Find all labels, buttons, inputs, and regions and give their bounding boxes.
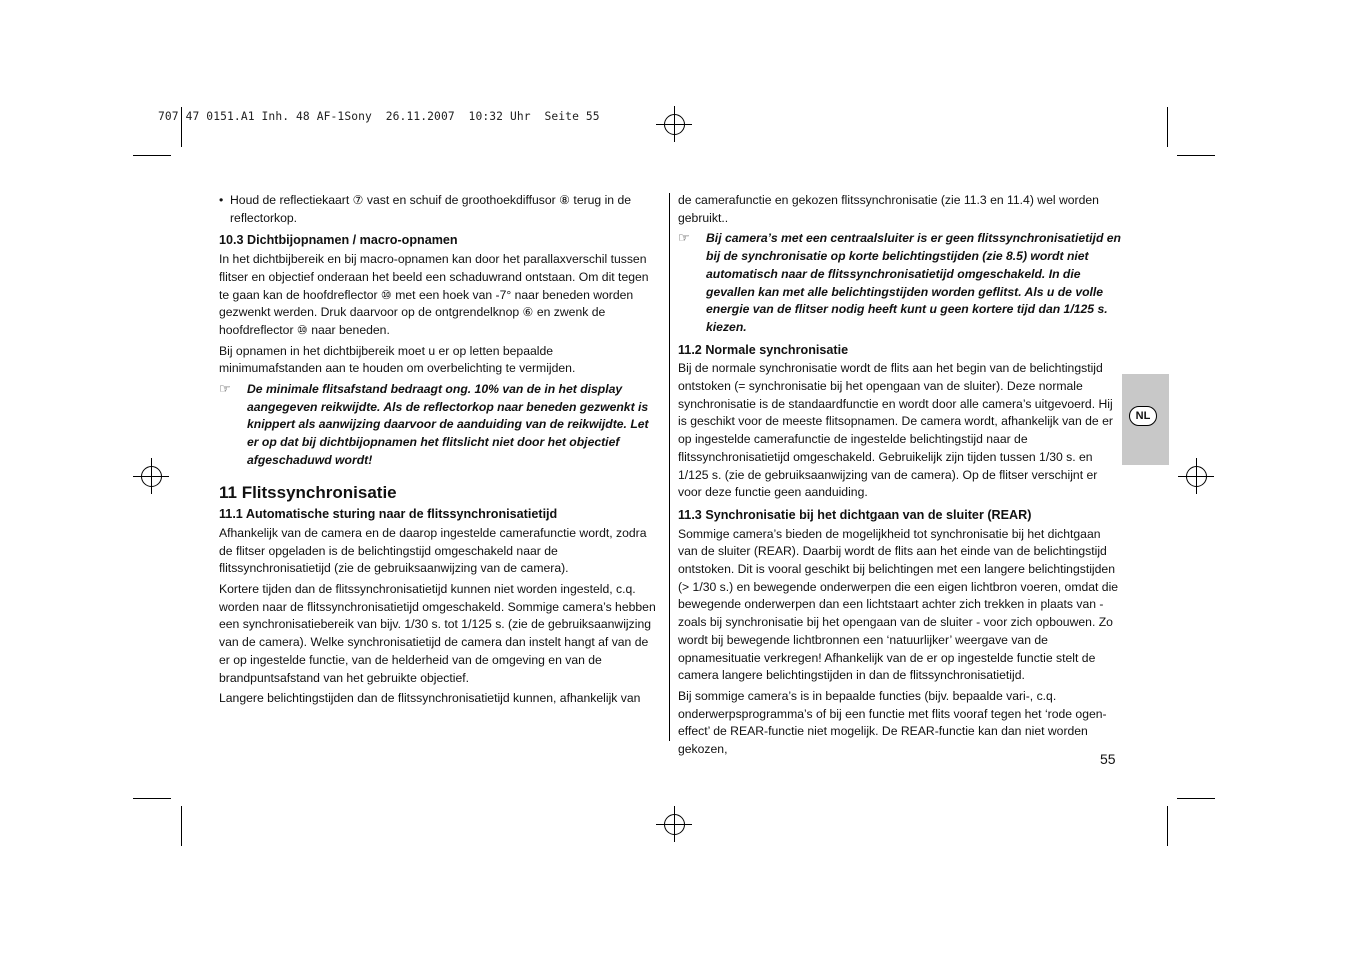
- paragraph: Langere belichtingstijden dan de flitssynchronisatietijd kunnen, afhankelijk van: [219, 691, 641, 706]
- column-divider: [669, 193, 670, 741]
- registration-mark-right: [1178, 458, 1214, 494]
- paragraph: Sommige camera’s bieden de mogelijkheid tot synchronisatie bij het dichtgaan van de sluiter (REAR). Daarbij wordt de flits aan het einde van de belichtingstijd ontstoken. Dit is vooral geschikt bij belichtingen met een langere belichtingstijden (> 1/30 s.) en bewegende onderwerpen die een eigen lichtbron voeren, omdat die bewegende onderwerpen dan een lichtstaart achter zich trekken in plaats van - zoals bij synchronisatie bij het opengaan van de sluiter - voor zich opbouwen. Zo wordt bij bewegende lichtbronnen een ‘natuurlijker’ weergave van de opnamesituatie verkregen! Afhankelijk van de er op ingestelde functie stelt de camera langere belichtingstijden in dan de flitssynchronisatietijd.: [678, 526, 1119, 683]
- right-column: [678, 192, 1122, 762]
- registration-mark-bottom: [656, 806, 692, 842]
- paragraph: de camerafunctie en gekozen flitssynchronisatie (zie 11.3 en 11.4) wel worden gebruikt..: [678, 193, 1099, 225]
- page-number: 55: [1100, 751, 1116, 767]
- crop-mark: [1167, 806, 1168, 846]
- bullet-item: [219, 192, 659, 227]
- section-heading-11-1: 11.1 Automatische sturing naar de flitssynchronisatietijd: [219, 507, 558, 522]
- crop-mark: [133, 798, 171, 799]
- chapter-heading-11: 11 Flitssynchronisatie: [219, 482, 397, 502]
- language-badge: NL: [1129, 406, 1157, 426]
- note-block: [219, 381, 659, 470]
- paragraph: Afhankelijk van de camera en de daarop ingestelde camerafunctie wordt, zodra de flitser opgeladen is de belichtingstijd omgeschakeld naar de flitssynchronisatietijd (zie de gebruiksaanwijzing van de camera).: [219, 525, 647, 576]
- paragraph: Bij sommige camera’s is in bepaalde functies (bijv. bepaalde vari-, c.q. onderwerpsprogramma’s of bij een functie met flits vooraf tegen het ‘rode ogen-effect’ de REAR-functie niet mogelijk. De REAR-functie kan dan niet worden gekozen,: [678, 688, 1107, 757]
- paragraph: In het dichtbijbereik en bij macro-opnamen kan door het parallaxverschil tussen flitser en objectief onderaan het beeld een schaduwrand ontstaan. Om dit tegen te gaan kan de hoofdreflector ⑩ met een hoek van -7° naar beneden worden gezwenkt werden. Druk daarvoor op de ontgrendelknop ⑥ en zwenk de hoofdreflector ⑩ naar beneden.: [219, 252, 649, 337]
- crop-mark: [1177, 155, 1215, 156]
- crop-mark: [133, 155, 171, 156]
- left-column: [219, 192, 659, 711]
- registration-mark-top: [656, 106, 692, 142]
- registration-mark-left: [133, 458, 169, 494]
- section-heading-11-2: 11.2 Normale synchronisatie: [678, 342, 849, 357]
- pointing-hand-icon: ☞: [678, 230, 690, 246]
- crop-mark: [1177, 798, 1215, 799]
- pointing-hand-icon: ☞: [219, 381, 231, 397]
- note-text: De minimale flitsafstand bedraagt ong. 10% van de in het display aangegeven reikwijdte. Als de reflectorkop naar beneden gezwenkt is knippert als aanwijzing daarvoor de aanduiding van de reikwijdte. Let er op dat bij dichtbijopnamen het flitslicht niet door het objectief afgeschaduwd wordt!: [247, 382, 649, 467]
- paragraph: Bij opnamen in het dichtbijbereik moet u er op letten bepaalde minimumafstanden aan te houden om overbelichting te vermijden.: [219, 343, 576, 376]
- section-heading-10-3: 10.3 Dichtbijopnamen / macro-opnamen: [219, 233, 458, 248]
- bullet-icon: •: [219, 193, 224, 207]
- crop-mark: [1167, 107, 1168, 147]
- crop-mark: [181, 806, 182, 846]
- paragraph: Kortere tijden dan de flitssynchronisatietijd kunnen niet worden ingesteld, c.q. worden naar de flitssynchronisatietijd omgeschakeld. Sommige camera’s hebben een synchronisatiebereik van bijv. 1/30 s. tot 1/125 s. (zie de gebruiksaanwijzing van de camera). Welke synchronisatietijd de camera dan instelt hangt af van de er op ingestelde functie, van de helderheid van de omgeving en van de brandpuntsafstand van het gebruikte objectief.: [219, 582, 656, 685]
- note-text: Bij camera’s met een centraalsluiter is er geen flitssynchronisatietijd en bij de synchronisatie op korte belichtingstijden (zie 8.5) wordt niet automatisch naar de flitssynchronisatietijd omgeschakeld. In die gevallen kan met alle belichtingstijden worden geflitst. Als u de volle energie van de flitser nodig heeft kunt u geen kortere tijd dan 1/125 s. kiezen.: [706, 231, 1121, 334]
- section-heading-11-3: 11.3 Synchronisatie bij het dichtgaan van de sluiter (REAR): [678, 507, 1032, 522]
- note-block: [678, 230, 1122, 336]
- paragraph: Bij de normale synchronisatie wordt de flits aan het begin van de belichtingstijd ontstoken (= synchronisatie bij het opengaan van de sluiter). Deze normale synchronisatie is de standaardfunctie en wordt door alle camera’s uitgevoerd. Hij is geschikt voor de meeste flitsopnamen. De camera wordt, afhankelijk van de er op ingestelde camerafunctie de ingestelde belichtingstijd naar de flitssynchronisatietijd omgeschakeld. Gebruikelijk zijn tijden tussen 1/30 s. en 1/125 s. (zie de gebruiksaanwijzing van de camera). Op de flitser verschijnt er voor deze functie geen aanduiding.: [678, 361, 1113, 500]
- print-slug: 707 47 0151.A1 Inh. 48 AF-1Sony 26.11.2007 10:32 Uhr Seite 55: [158, 110, 600, 123]
- bullet-text: Houd de reflectiekaart ⑦ vast en schuif de groothoekdiffusor ⑧ terug in de reflectorkop.: [230, 193, 632, 225]
